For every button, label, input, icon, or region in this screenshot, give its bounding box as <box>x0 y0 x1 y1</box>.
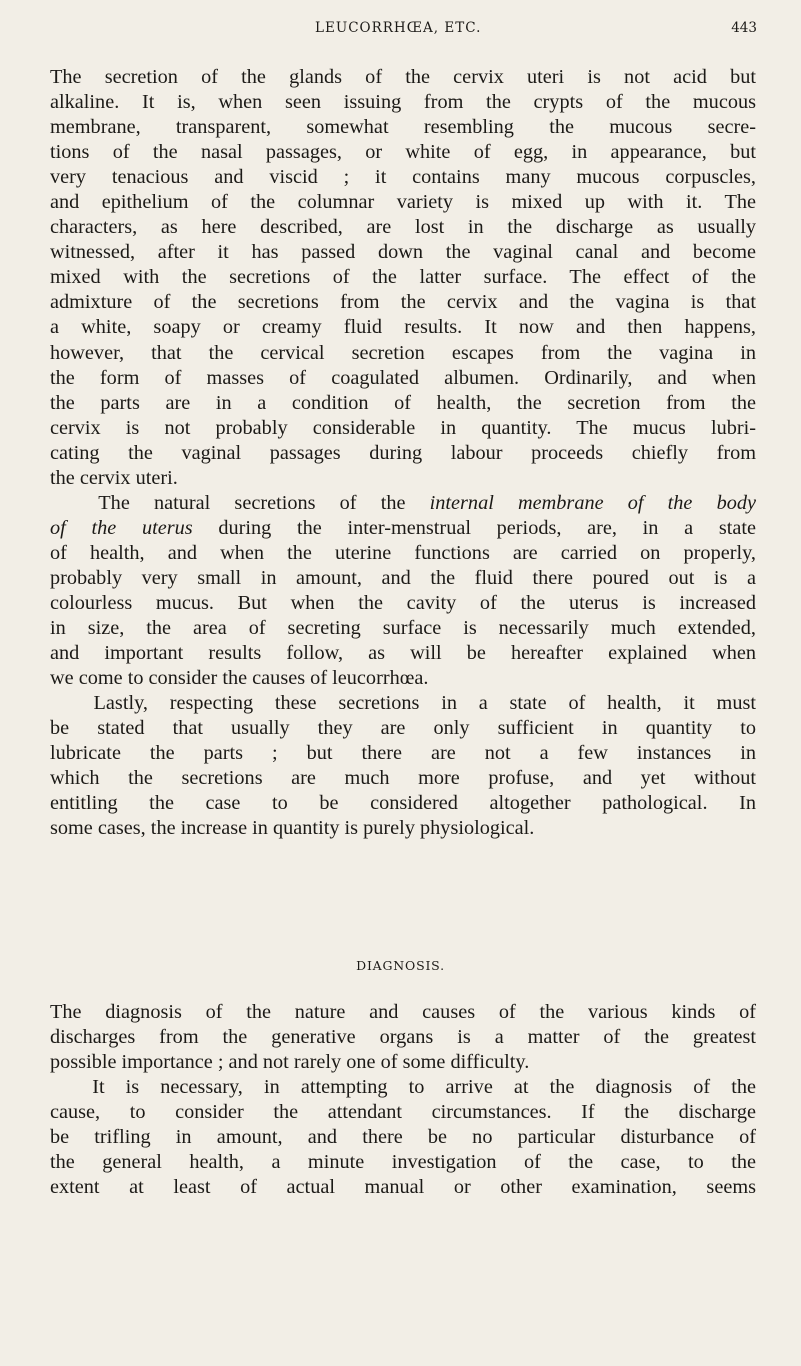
text-line: lubricate the parts ; but there are not a few instances in <box>50 742 756 765</box>
text-line: a white, soapy or creamy fluid results. It now and then happens, <box>50 316 756 339</box>
text-line: The secretion of the glands of the cervix uteri is not acid but <box>50 66 756 88</box>
text-line: possible importance ; and not rarely one of some difficulty. <box>50 1051 530 1074</box>
page-number: 443 <box>731 20 757 36</box>
text-run: during the inter-menstrual periods, are, in a state <box>192 516 756 539</box>
text-line <box>50 516 756 541</box>
text-line: be stated that usually they are only sufficient in quantity to <box>50 717 756 740</box>
text-line: cating the vaginal passages during labour proceeds chiefly from <box>50 441 756 464</box>
paragraph-natural-secretions <box>50 491 756 691</box>
italic-phrase: internal membrane of the body <box>429 491 757 514</box>
text-line: some cases, the increase in quantity is purely physiological. <box>50 817 535 840</box>
paragraph-diagnosis-intro <box>50 1000 756 1075</box>
body-text-upper <box>50 65 756 841</box>
text-line <box>50 691 756 716</box>
body-text-lower <box>50 1000 756 1200</box>
paragraph-lastly <box>50 691 756 841</box>
text-line: the general health, a minute investigation of the case, to the <box>50 1151 756 1174</box>
text-line: probably very small in amount, and the fluid there poured out is a <box>50 566 756 589</box>
text-line: membrane, transparent, somewhat resembling the mucous secre- <box>50 116 756 139</box>
text-line: be trifling in amount, and there be no particular disturbance of <box>50 1126 756 1149</box>
text-line: which the secretions are much more profuse, and yet without <box>50 767 756 790</box>
text-line: of health, and when the uterine functions are carried on properly, <box>50 541 756 564</box>
text-line: very tenacious and viscid ; it contains many mucous corpuscles, <box>50 166 756 189</box>
text-line: the form of masses of coagulated albumen. Ordinarily, and when <box>50 366 756 389</box>
text-line: discharges from the generative organs is a matter of the greatest <box>50 1026 756 1049</box>
running-head <box>0 20 801 42</box>
text-line: admixture of the secretions from the cervix and the vagina is that <box>50 291 756 314</box>
text-line: cervix is not probably considerable in quantity. The mucus lubri- <box>50 416 756 439</box>
text-run: The natural secretions of the <box>98 491 430 514</box>
text-line: and important results follow, as will be hereafter explained when <box>50 642 756 665</box>
section-heading: DIAGNOSIS. <box>356 958 445 973</box>
paragraph-diagnosis-necessary <box>50 1075 756 1200</box>
text-line: The diagnosis of the nature and causes of the various kinds of <box>50 1001 756 1023</box>
text-line: the parts are in a condition of health, the secretion from the <box>50 391 756 414</box>
paragraph-glands-secretion <box>50 65 756 491</box>
text-line: tions of the nasal passages, or white of egg, in appearance, but <box>50 141 756 164</box>
text-line: and epithelium of the columnar variety is mixed up with it. The <box>50 191 756 214</box>
text-line: mixed with the secretions of the latter surface. The effect of the <box>50 266 756 289</box>
text-line: entitling the case to be considered altogether pathological. In <box>50 792 756 815</box>
italic-phrase: of the uterus <box>50 516 193 539</box>
text-run: It is necessary, in attempting to arrive at the diagnosis of the <box>92 1076 756 1099</box>
text-line: alkaline. It is, when seen issuing from the crypts of the mucous <box>50 91 756 114</box>
text-line <box>50 491 756 516</box>
text-line: witnessed, after it has passed down the vaginal canal and become <box>50 241 756 264</box>
text-line: in size, the area of secreting surface is necessarily much extended, <box>50 617 756 640</box>
text-line: colourless mucus. But when the cavity of the uterus is increased <box>50 591 756 614</box>
text-line: characters, as here described, are lost in the discharge as usually <box>50 216 756 239</box>
text-line: cause, to consider the attendant circumstances. If the discharge <box>50 1101 756 1124</box>
text-line: we come to consider the causes of leucorrhœa. <box>50 667 429 690</box>
text-line: the cervix uteri. <box>50 466 178 489</box>
text-line: extent at least of actual manual or other examination, seems <box>50 1176 756 1199</box>
text-run: Lastly, respecting these secretions in a state of health, it must <box>93 692 756 715</box>
running-title: LEUCORRHŒA, ETC. <box>315 20 482 36</box>
text-line <box>50 1075 756 1100</box>
text-line: however, that the cervical secretion escapes from the vagina in <box>50 341 756 364</box>
